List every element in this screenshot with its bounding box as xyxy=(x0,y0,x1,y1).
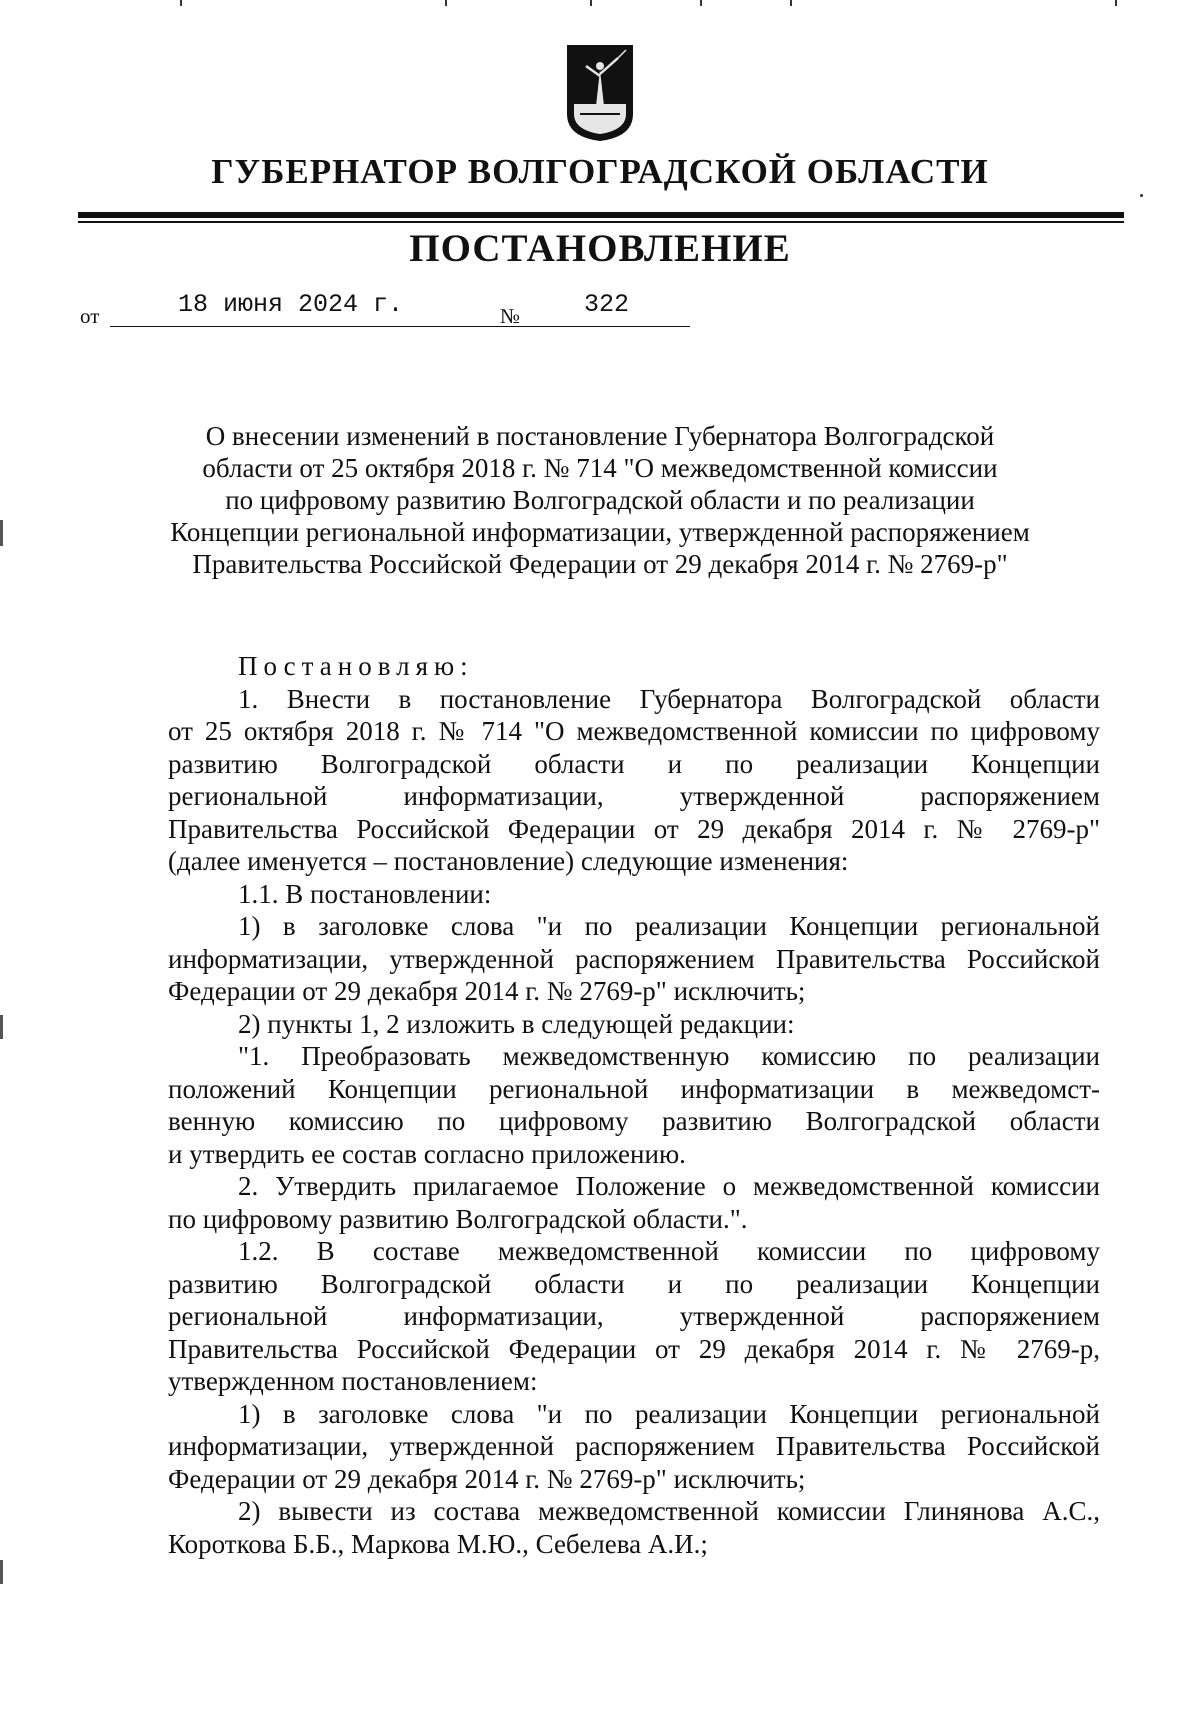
body-line: Правительства Российской Федерации от 29 декабря 2014 г. № 2769-р" xyxy=(168,813,1100,844)
document-body xyxy=(168,650,1100,1560)
body-line: 1. Внести в постановление Губернатора Волгоградской области xyxy=(238,683,1100,714)
body-line: 1.1. В постановлении: xyxy=(238,878,492,909)
body-line: 2) вывести из состава межведомственной комиссии Глинянова А.С., xyxy=(238,1496,1100,1526)
authority-title: ГУБЕРНАТОР ВОЛГОГРАДСКОЙ ОБЛАСТИ xyxy=(211,152,989,191)
body-line: информатизации, утвержденной распоряжением Правительства Российской xyxy=(168,1431,1100,1461)
resolution-keyword: Постановляю: xyxy=(238,651,474,681)
body-line: венную комиссию по цифровому развитию Волгоградской области xyxy=(168,1106,1100,1136)
body-line: и утвердить ее состав согласно приложению. xyxy=(168,1138,686,1169)
body-line: развитию Волгоградской области и по реализации Концепции xyxy=(168,748,1100,779)
date-prefix: от xyxy=(80,304,100,328)
subject-line: Концепции региональной информатизации, утвержденной распоряжением xyxy=(170,517,1030,547)
scan-margin-mark xyxy=(0,1560,3,1584)
body-line: 1) в заголовке слова "и по реализации Концепции региональной xyxy=(238,911,1100,941)
body-line: развитию Волгоградской области и по реализации Концепции xyxy=(168,1268,1100,1299)
body-line: региональной информатизации, утвержденной распоряжением xyxy=(168,781,1100,811)
header-rule-thin xyxy=(78,221,1124,223)
body-line: по цифровому развитию Волгоградской области.". xyxy=(168,1203,748,1234)
body-line: информатизации, утвержденной распоряжением Правительства Российской xyxy=(168,943,1100,974)
body-line: "1. Преобразовать межведомственную комиссию по реализации xyxy=(238,1041,1100,1071)
subject-line: области от 25 октября 2018 г. № 714 "О межведомственной комиссии xyxy=(202,453,998,483)
body-line: 1) в заголовке слова "и по реализации Концепции региональной xyxy=(238,1398,1100,1429)
body-line: региональной информатизации, утвержденной распоряжением xyxy=(168,1301,1100,1331)
body-line: Короткова Б.Б., Маркова М.Ю., Себелева А.И.; xyxy=(168,1528,708,1559)
header-rule-thick xyxy=(78,212,1124,218)
body-line: Федерации от 29 декабря 2014 г. № 2769-р" исключить; xyxy=(168,1463,806,1494)
body-line: 2. Утвердить прилагаемое Положение о межведомственной комиссии xyxy=(238,1171,1100,1201)
body-line: Федерации от 29 декабря 2014 г. № 2769-р" исключить; xyxy=(168,976,806,1006)
document-date: 18 июня 2024 г. xyxy=(178,290,404,319)
body-line: (далее именуется – постановление) следующие изменения: xyxy=(168,846,849,876)
volgograd-emblem-icon xyxy=(566,44,634,142)
scan-edge-marks xyxy=(0,0,1200,6)
scan-margin-mark xyxy=(0,1015,3,1039)
document-subject xyxy=(150,420,1050,580)
subject-line: по цифровому развитию Волгоградской области и по реализации xyxy=(225,485,975,515)
scan-margin-mark xyxy=(0,520,3,546)
body-line: 2) пункты 1, 2 изложить в следующей редакции: xyxy=(238,1008,795,1039)
registration-line xyxy=(80,290,700,334)
subject-line: Правительства Российской Федерации от 29 декабря 2014 г. № 2769-р" xyxy=(192,549,1008,579)
body-line: утвержденном постановлением: xyxy=(168,1366,538,1396)
body-line: Правительства Российской Федерации от 29 декабря 2014 г. № 2769-р, xyxy=(168,1333,1100,1364)
number-label: № xyxy=(500,304,521,328)
document-type-title: ПОСТАНОВЛЕНИЕ xyxy=(409,227,791,270)
body-line: 1.2. В составе межведомственной комиссии по цифровому xyxy=(238,1236,1100,1266)
body-line: от 25 октября 2018 г. № 714 "О межведомственной комиссии по цифровому xyxy=(168,716,1100,746)
document-number: 322 xyxy=(584,290,630,319)
body-line: положений Концепции региональной информатизации в межведомст- xyxy=(168,1073,1100,1104)
scan-speck xyxy=(1140,194,1143,197)
subject-line: О внесении изменений в постановление Губернатора Волгоградской xyxy=(205,421,995,451)
